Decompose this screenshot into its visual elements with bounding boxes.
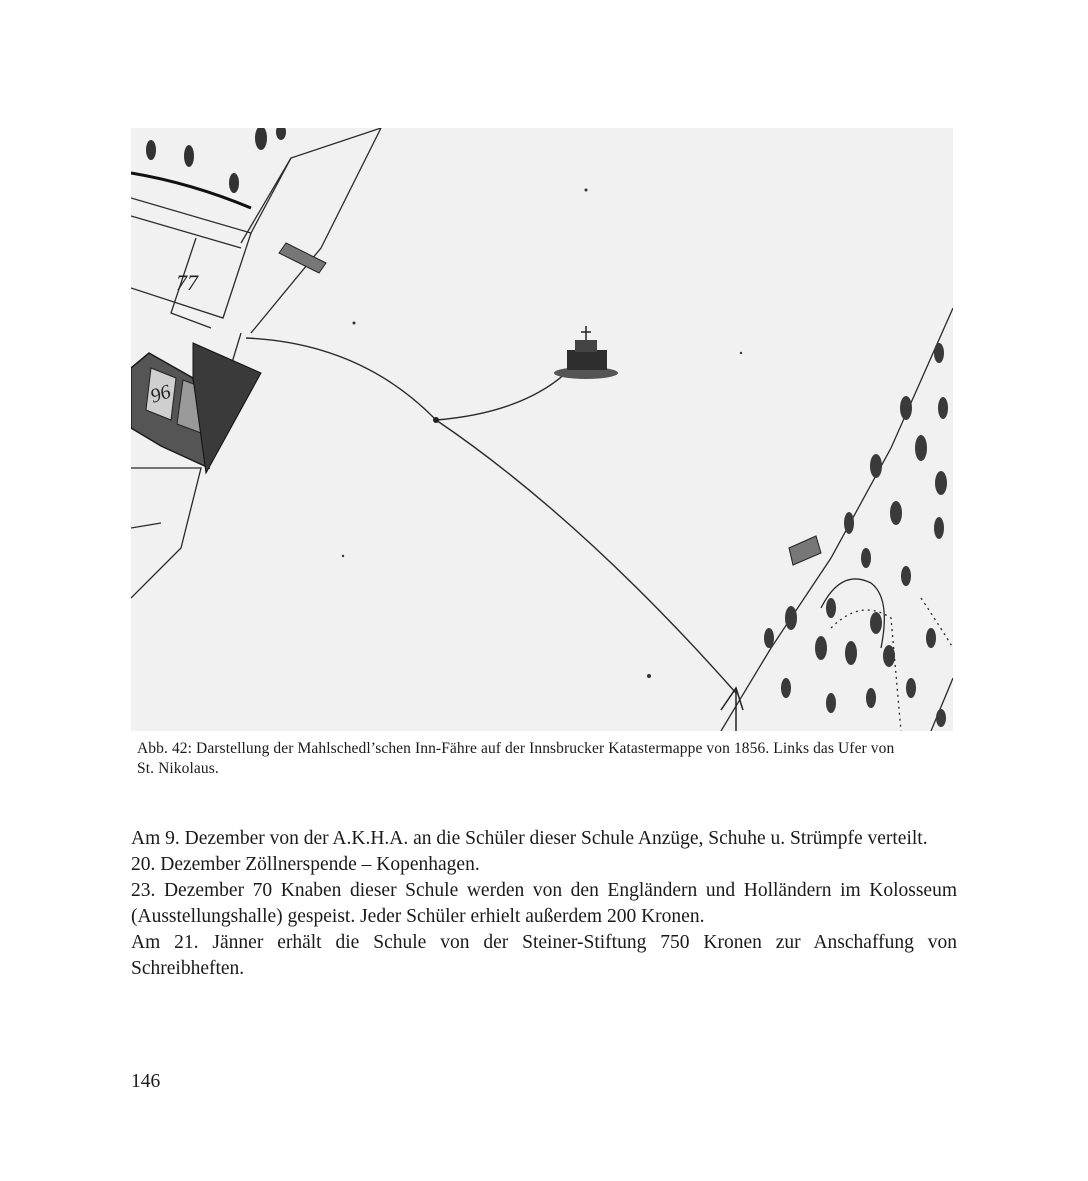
caption-line-2: St. Nikolaus.: [137, 760, 219, 777]
paragraph: Am 21. Jänner erhält die Schule von der Steiner-Stiftung 750 Kronen zur Anschaffung von Schreibheften.: [131, 932, 957, 979]
parcel-96-label: 96: [147, 380, 174, 408]
map-figure: [131, 128, 953, 731]
paragraph: 23. Dezember 70 Knaben dieser Schule werden von den Engländern und Holländern im Kolosseum (Ausstellungshalle) gespeist. Jeder Schüler erhielt außerdem 200 Kronen.: [131, 880, 957, 927]
parcel-77-label: 77: [176, 270, 198, 295]
page-number: 146: [131, 1071, 161, 1092]
paragraph: 20. Dezember Zöllnerspende – Kopenhagen.: [131, 854, 480, 875]
paragraph: Am 9. Dezember von der A.K.H.A. an die Schüler dieser Schule Anzüge, Schuhe u. Strümpfe verteilt.: [131, 828, 928, 849]
caption-line-1: Abb. 42: Darstellung der Mahlschedl’schen Inn-Fähre auf der Innsbrucker Katastermappe von 1856. Links das Ufer von: [137, 740, 895, 757]
body-text: [131, 826, 957, 982]
cadastral-map-illustration: [131, 128, 953, 731]
figure-caption: [137, 739, 959, 779]
